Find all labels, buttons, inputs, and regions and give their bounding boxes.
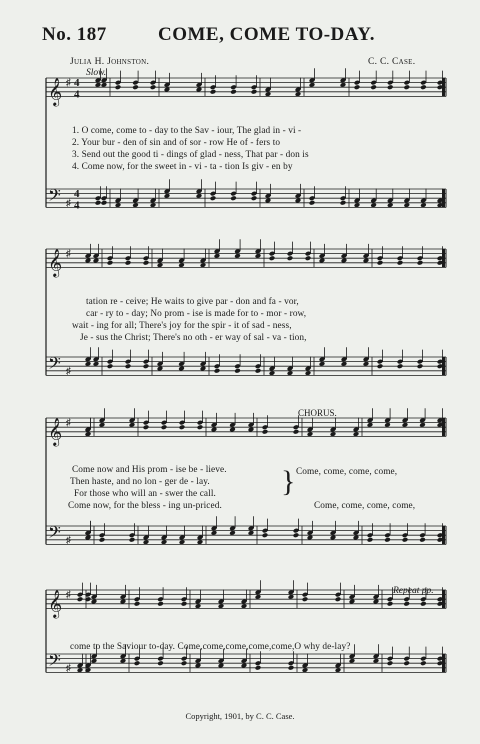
- verse-4-line-3: Come now, for the bless - ing un-priced.: [68, 501, 222, 511]
- sharp-icon: ♯: [66, 248, 71, 260]
- bass-clef-icon: 𝄢: [48, 353, 61, 378]
- note-head: [234, 368, 241, 374]
- note-head: [417, 260, 424, 266]
- sharp-icon: ♯: [66, 77, 71, 89]
- chorus-marking: CHORUS.: [298, 408, 337, 418]
- system-4: [46, 580, 446, 674]
- note-head: [287, 255, 294, 261]
- note-head: [181, 601, 188, 607]
- verse-2-line-1: 2. Your bur - den of sin and of sor - row He of - fers to: [72, 138, 281, 148]
- note-head: [354, 84, 361, 90]
- note-head: [197, 424, 204, 430]
- verse-brace: }: [281, 465, 296, 498]
- sharp-icon: ♯: [66, 534, 71, 546]
- note-head: [387, 660, 394, 666]
- note-head: [214, 368, 221, 374]
- copyright-notice: Copyright, 1901, by C. C. Case.: [185, 711, 295, 721]
- hymn-title: COME, COME TO-DAY.: [158, 24, 375, 45]
- note-head: [387, 84, 394, 90]
- note-head: [143, 363, 150, 369]
- time-signature-bottom: 4: [74, 88, 80, 101]
- note-head: [150, 84, 157, 90]
- note-head: [367, 537, 374, 543]
- note-head: [179, 424, 186, 430]
- treble-clef-icon: 𝄞: [48, 77, 63, 106]
- verse-4-line-1: 4. Come now, for the sweet in - vi - ta - tion Is giv - en by: [72, 162, 293, 172]
- note-head: [101, 200, 108, 206]
- treble-clef-icon: 𝄞: [48, 248, 63, 277]
- note-head: [293, 429, 300, 435]
- hymn-number: No. 187: [42, 24, 107, 45]
- verse-1-line-1: 1. O come, come to - day to the Sav - iour, The glad in - vi -: [72, 126, 302, 136]
- bass-clef-icon: 𝄢: [48, 185, 61, 210]
- note-head: [95, 200, 102, 206]
- sharp-icon: ♯: [66, 589, 71, 601]
- treble-clef-icon: 𝄞: [48, 589, 63, 618]
- note-head: [403, 601, 410, 607]
- chorus-line: come to the Saviour to-day. Come,come,come,come,come,O why de-lay?: [70, 642, 351, 652]
- composer-credit: C. C. Case.: [368, 57, 416, 67]
- note-head: [134, 660, 141, 666]
- note-head: [419, 537, 426, 543]
- note-head: [181, 660, 188, 666]
- chorus-bass-words: Come, come, come, come,: [314, 501, 416, 511]
- note-head: [305, 255, 312, 261]
- sharp-icon: ♯: [66, 365, 71, 377]
- verse-4-line-2: Je - sus the Christ; There's no oth - er way of sal - va - tion,: [80, 333, 307, 343]
- note-head: [262, 532, 269, 538]
- note-head: [403, 84, 410, 90]
- note-head: [77, 596, 84, 602]
- note-head: [255, 665, 262, 671]
- verse-1-line-2: tation re - ceive; He waits to give par - don and fa - vor,: [86, 297, 299, 307]
- chorus-soprano-words: Come, come, come, come,: [296, 467, 398, 477]
- note-head: [107, 260, 114, 266]
- note-head: [288, 665, 295, 671]
- note-head: [335, 596, 342, 602]
- verse-3-line-2: wait - ing for all; There's joy for the spir - it of sad - ness,: [72, 321, 292, 331]
- note-head: [387, 601, 394, 607]
- note-head: [397, 363, 404, 369]
- note-head: [230, 195, 237, 201]
- verse-1-line-3: Come now and His prom - ise be - lieve.: [72, 465, 227, 475]
- verse-2-line-2: car - ry to - day; No prom - ise is made for to - mor - row,: [86, 309, 307, 319]
- author-credit: Julia H. Johnston.: [70, 57, 150, 67]
- note-head: [143, 260, 150, 266]
- note-head: [377, 260, 384, 266]
- note-head: [255, 368, 262, 374]
- verse-2-line-3: Then haste, and no lon - ger de - lay.: [70, 477, 210, 487]
- note-head: [157, 601, 164, 607]
- note-head: [99, 537, 106, 543]
- note-head: [370, 84, 377, 90]
- note-head: [251, 195, 258, 201]
- note-head: [309, 200, 316, 206]
- note-head: [402, 537, 409, 543]
- time-signature-bottom: 4: [74, 199, 80, 212]
- sharp-icon: ♯: [66, 197, 71, 209]
- note-head: [420, 84, 427, 90]
- note-head: [125, 363, 132, 369]
- note-head: [384, 537, 391, 543]
- note-head: [251, 89, 258, 95]
- note-head: [125, 260, 132, 266]
- verse-3-line-1: 3. Send out the good ti - dings of glad - ness, That par - don is: [72, 150, 309, 160]
- note-head: [262, 429, 269, 435]
- note-head: [420, 660, 427, 666]
- note-head: [397, 260, 404, 266]
- note-head: [377, 363, 384, 369]
- bass-clef-icon: 𝄢: [48, 522, 61, 547]
- tempo-marking: Slow.: [86, 68, 107, 78]
- note-head: [210, 195, 217, 201]
- treble-clef-icon: 𝄞: [48, 417, 63, 446]
- note-head: [403, 660, 410, 666]
- note-head: [269, 255, 276, 261]
- time-signature-top: 4: [74, 77, 80, 90]
- note-head: [161, 424, 168, 430]
- verse-3-line-3: For those who will an - swer the call.: [74, 489, 216, 499]
- time-signature-top: 4: [74, 188, 80, 201]
- bass-clef-icon: 𝄢: [48, 650, 61, 675]
- note-head: [417, 363, 424, 369]
- note-head: [230, 89, 237, 95]
- sharp-icon: ♯: [66, 417, 71, 429]
- note-head: [129, 537, 136, 543]
- note-head: [143, 424, 150, 430]
- note-head: [293, 532, 300, 538]
- note-head: [302, 596, 309, 602]
- repeat-marking: Repeat pp.: [393, 586, 434, 596]
- note-head: [210, 89, 217, 95]
- note-head: [340, 200, 347, 206]
- sharp-icon: ♯: [66, 662, 71, 674]
- note-head: [107, 363, 114, 369]
- note-head: [420, 601, 427, 607]
- note-head: [132, 84, 139, 90]
- note-head: [157, 660, 164, 666]
- note-head: [115, 84, 122, 90]
- note-head: [134, 601, 141, 607]
